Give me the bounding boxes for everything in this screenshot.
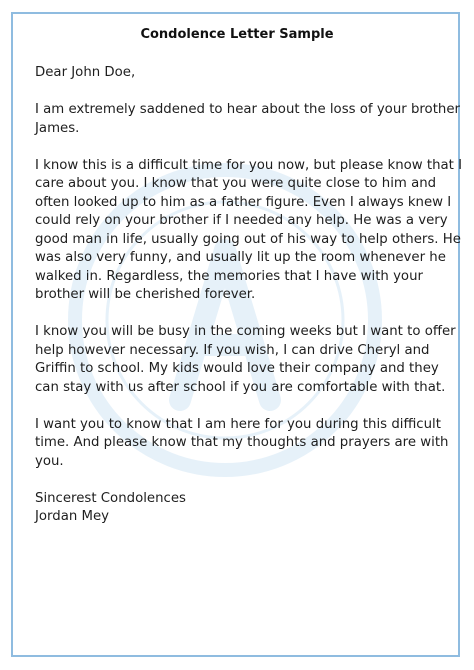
text-line: I want you to know that I am here for you during this difficult [35,416,441,432]
signature-name: Jordan Mey [35,509,110,524]
text-line: walked in. Regardless, the memories that I have with your [35,268,423,284]
text-line: I know you will be busy in the coming weeks but I want to offer [35,324,456,339]
text-line: you. [35,453,64,469]
paragraph-loss [35,101,460,138]
text-line: time. And please know that my thoughts and prayers are with [35,435,449,450]
text-line: often looked up to him as a father figure. Even I always knew I [35,194,452,210]
text-line: brother will be cherished forever. [35,287,256,302]
closing-text: Sincerest Condolences [35,490,186,506]
paragraph-support [35,416,450,472]
text-line: could rely on your brother if I needed any help. He was a very [35,213,448,228]
text-line: help however necessary. If you wish, I can drive Cheryl and [35,342,430,358]
text-line: care about you. I know that you were quite close to him and [35,176,437,191]
text-line: I know this is a difficult time for you now, but please know that I [35,157,463,173]
text-line: Griffin to school. My kids would love their company and they [35,361,439,376]
salutation: Dear John Doe, [35,65,136,80]
text-line: good man in life, usually going out of his way to help others. He [35,231,461,247]
text-line: was also very funny, and usually lit up the room whenever he [35,250,446,265]
text-line: I am extremely saddened to hear about the loss of your brother [35,102,460,117]
text-line: can stay with us after school if you are comfortable with that. [35,379,446,395]
paragraph-offer-help [35,323,456,397]
closing-block [35,490,450,527]
text-line: James. [35,120,80,136]
letter-body [35,64,463,545]
document-title: Condolence Letter Sample [140,27,334,42]
paragraph-memories [35,157,463,305]
